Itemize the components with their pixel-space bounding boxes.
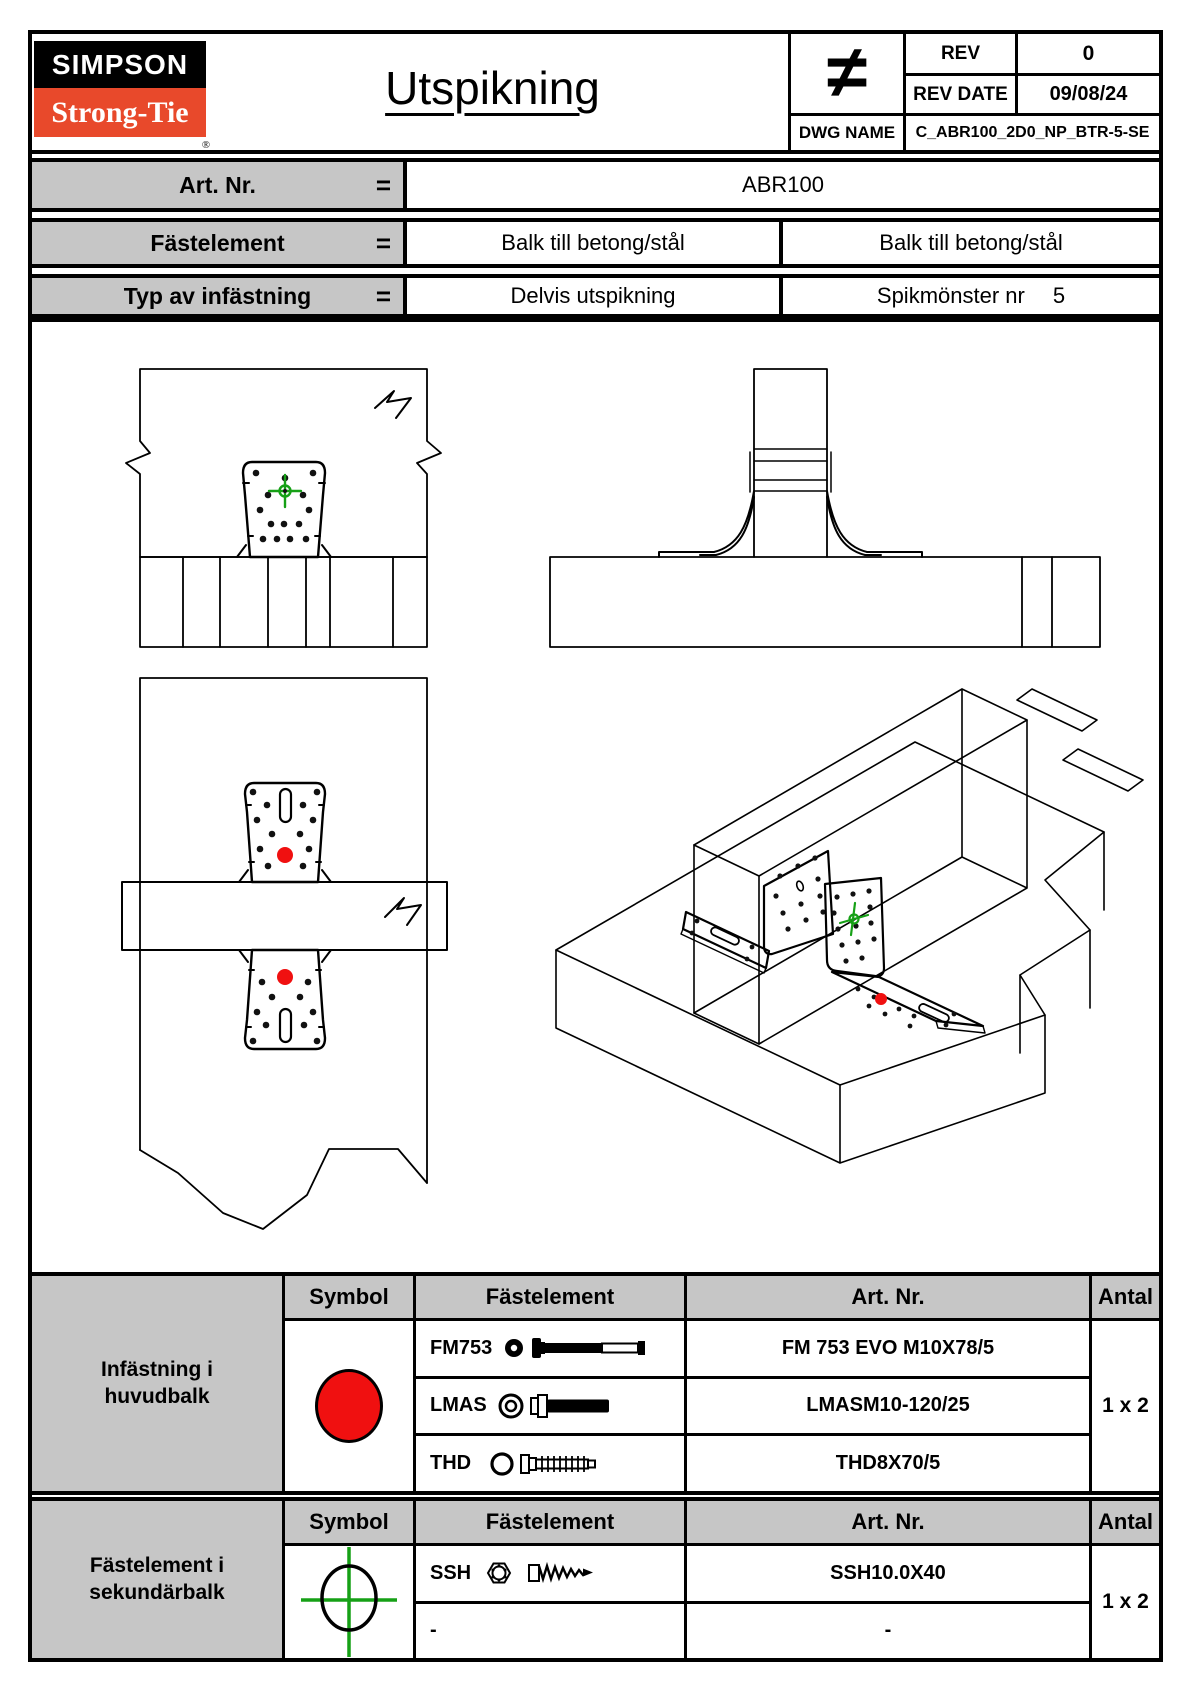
equals-sign: =	[375, 169, 391, 200]
spikmonster-number: 5	[1052, 283, 1066, 308]
rev-date-label: REV DATE	[913, 83, 1008, 105]
section-label-huvudbalk: Infästning i huvudbalk	[32, 1276, 282, 1491]
info-value-fastelement-right: Balk till betong/stål	[879, 230, 1063, 255]
logo-simpson: SIMPSON	[34, 41, 206, 88]
artnr-thd: THD8X70/5	[687, 1436, 1089, 1491]
col-header-symbol: Symbol	[285, 1276, 413, 1318]
info-value-typ-left: Delvis utspikning	[407, 278, 783, 314]
col-header-antal: Antal	[1092, 1501, 1159, 1543]
page-title: Utspikning	[385, 62, 600, 114]
symbol-cell-huvudbalk	[285, 1321, 413, 1491]
section-label-sekundarbalk: Fästelement i sekundärbalk	[32, 1501, 282, 1658]
brand-logo	[34, 41, 210, 151]
front-view-drawing	[126, 369, 441, 647]
fastener-name-ssh: SSH	[416, 1546, 684, 1601]
info-row-typ	[28, 274, 1163, 318]
washer-bolt-icon	[502, 1333, 650, 1363]
col-header-artnr: Art. Nr.	[687, 1501, 1089, 1543]
red-dot-marker	[875, 993, 887, 1005]
col-header-fastener: Fästelement	[416, 1501, 684, 1543]
registered-mark: ®	[201, 139, 210, 151]
side-view-drawing	[550, 369, 1100, 647]
fastener-name-lmas: LMAS	[416, 1379, 684, 1434]
rev-date-value: 09/08/24	[1049, 83, 1128, 105]
red-dot-symbol-icon	[315, 1369, 383, 1443]
info-value-artnr: ABR100	[742, 172, 824, 197]
ring-anchor-icon	[497, 1390, 637, 1422]
qty-huvudbalk: 1 x 2	[1092, 1321, 1159, 1491]
col-header-fastener: Fästelement	[416, 1276, 684, 1318]
technical-drawings	[28, 318, 1163, 1276]
info-label-artnr: Art. Nr. =	[32, 162, 407, 208]
artnr-ssh: SSH10.0X40	[687, 1546, 1089, 1601]
artnr-lmas: LMASM10-120/25	[687, 1379, 1089, 1434]
rev-label: REV	[940, 42, 981, 64]
info-value-spikmonster: Spikmönster nr 5	[876, 283, 1066, 308]
ring-concrete-screw-icon	[489, 1448, 629, 1480]
equals-sign: =	[375, 227, 391, 258]
col-header-artnr: Art. Nr.	[687, 1276, 1089, 1318]
crosshair-symbol-icon	[289, 1543, 409, 1661]
isometric-view-drawing	[556, 689, 1143, 1163]
rosette-screw-icon	[485, 1557, 635, 1589]
qty-sekundarbalk: 1 x 2	[1092, 1546, 1159, 1658]
logo-strongtie: Strong-Tie ®	[34, 88, 206, 137]
fastener-name-thd: THD	[416, 1436, 684, 1491]
equals-sign: =	[375, 280, 391, 311]
dwg-name-label: DWG NAME	[798, 123, 896, 142]
red-dot-marker	[277, 847, 293, 863]
fastener-table-sekundarbalk	[28, 1497, 1163, 1662]
col-header-antal: Antal	[1092, 1276, 1159, 1318]
fastener-name-fm753: FM753	[416, 1321, 684, 1376]
info-row-artnr	[28, 158, 1163, 212]
info-row-fastelement	[28, 218, 1163, 268]
info-label-typ: Typ av infästning =	[32, 278, 407, 314]
rev-value: 0	[1082, 41, 1095, 65]
artnr-empty: -	[687, 1604, 1089, 1659]
col-header-symbol: Symbol	[285, 1501, 413, 1543]
dwg-name-value: C_ABR100_2D0_NP_BTR-5-SE	[915, 124, 1150, 141]
green-crosshair-marker	[840, 903, 868, 935]
fastener-table-huvudbalk	[28, 1272, 1163, 1495]
info-label-fastelement: Fästelement =	[32, 222, 407, 264]
green-crosshair-marker	[269, 475, 301, 507]
info-value-fastelement-left: Balk till betong/stål	[407, 222, 783, 264]
fastener-name-empty: -	[416, 1604, 684, 1659]
artnr-fm753: FM 753 EVO M10X78/5	[687, 1321, 1089, 1376]
plan-view-drawing	[122, 678, 447, 1229]
projection-symbol-icon: ≠	[826, 30, 868, 113]
symbol-cell-sekundarbalk	[285, 1546, 413, 1658]
red-dot-marker	[277, 969, 293, 985]
